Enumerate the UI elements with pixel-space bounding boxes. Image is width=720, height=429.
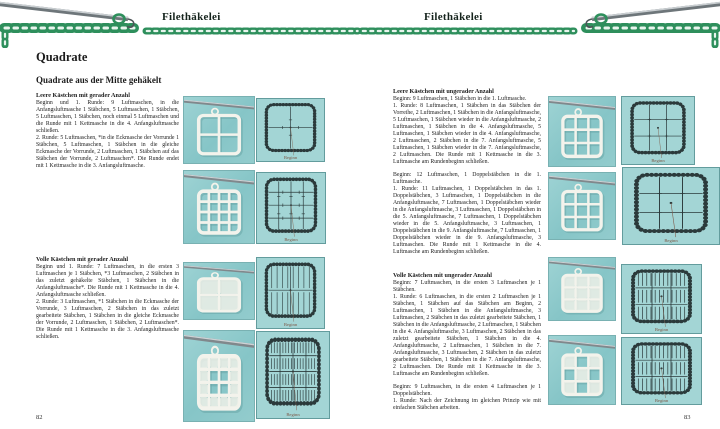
crochet-chart-diagram [256, 257, 325, 329]
instruction-paragraph: 1. Runde: Nach der Zeichnung im gleichen Prinzip wie mit einfachen Stäbchen arbeiten. [393, 398, 541, 411]
diagram-begin-label: Beginn [286, 412, 300, 417]
crochet-chart-art [257, 332, 329, 418]
crochet-chart-diagram [256, 331, 330, 419]
section-leere-gerade [36, 92, 179, 170]
diagram-begin-label: Beginn [654, 327, 669, 332]
running-head-right: Filethäkelei [424, 11, 483, 23]
instruction-paragraph: Beginn: 9 Luftmaschen, 1 Stäbchen in die 1. Luftmasche. [393, 96, 527, 102]
section-heading: Volle Kästchen mit ungerader Anzahl [393, 272, 493, 279]
crochet-chart-diagram [621, 264, 702, 334]
crochet-sample-photo [548, 96, 616, 167]
crochet-square-photo-art [549, 173, 615, 239]
instruction-paragraph: 1. Runde: 11 Luftmaschen, 1 Doppelstäbchen in das 1. Doppelstäbchen, 3 Luftmaschen, 1 Doppelstäbchen in die Anfangsluftmasche, 7 Luftmaschen, 1 Doppelstäbchen wieder in die Anfangsluftmasche, 3 Luftmaschen, 1 Doppelstäbchen in die 5. Anfangsluftmasche, 7 Luftmaschen, 1 Doppelstäbchen wieder in die 5. Anfangsluftmasche, 3 Luftmaschen, 1 Doppelstäbchen in die 9. Anfangsluftmasche, 7 Luftmaschen, 1 Doppelstäbchen wieder in die 9. Anfangsluftmasche, 3 Luftmaschen. Die Runde mit 1 Kettmasche in die 4. Luftmasche am Rundenbeginn schließen. [393, 186, 541, 255]
crochet-square-photo-art [184, 331, 254, 421]
crochet-square-photo-art [184, 263, 254, 319]
diagram-begin-label: Beginn [651, 158, 665, 163]
diagram-begin-label: Beginn [284, 237, 298, 242]
crochet-square-photo-art [549, 97, 615, 166]
section-leere-ungerade [393, 88, 541, 256]
crochet-sample-photo [548, 335, 616, 405]
instruction-paragraph: Beginn: 12 Luftmaschen, 1 Doppelstäbchen in die 1. Luftmasche. [393, 172, 541, 185]
section-volle-ungerade [393, 272, 541, 412]
crochet-chart-diagram [256, 172, 326, 244]
page-subtitle: Quadrate aus der Mitte gehäkelt [36, 75, 162, 85]
diagram-begin-label: Beginn [283, 322, 298, 327]
instruction-paragraph: Beginn und 1. Runde: 9 Luftmaschen, in die Anfangsluftmasche 1 Stäbchen, 5 Luftmaschen, 1 Stäbchen, 5 Luftmaschen, 1 Stäbchen, noch einmal 5 Luftmaschen und die Runde mit 1 Kettmasche in die 4. Anfangsluftmasche schließen. [36, 100, 179, 134]
crochet-square-photo-art [184, 97, 254, 163]
instruction-paragraph: Beginn: 9 Luftmaschen, in die ersten 4 Luftmaschen je 1 Doppelstäbchen. [393, 384, 541, 397]
section-heading: Leere Kästchen mit gerader Anzahl [36, 92, 130, 99]
section-heading: Leere Kästchen mit ungerader Anzahl [393, 88, 494, 95]
crochet-square-photo-art [184, 171, 254, 243]
crochet-chart-art [623, 168, 719, 244]
running-head-left: Filethäkelei [162, 11, 221, 23]
crochet-chart-art [622, 338, 701, 404]
instruction-paragraph: 2. Runde: 3 Luftmaschen, *1 Stäbchen in die Eckmasche der Vorrunde, 3 Luftmaschen, 2 Stäbchen in das zuletzt gearbeitete Stäbchen, 1 Stäbchen in die gleiche Eckmasche der Vorrunde, 2 Luftmaschen, 1 Stäbchen, 2 Luftmaschen*. Die Runde mit 1 Kettmasche in die 3. Anfangsluftmasche schließen. [36, 299, 179, 340]
section-heading: Volle Kästchen mit gerader Anzahl [36, 256, 129, 263]
diagram-begin-label: Beginn [654, 398, 669, 403]
crochet-sample-photo [183, 330, 255, 422]
crochet-sample-photo [548, 257, 616, 321]
instruction-paragraph: Beginn und 1. Runde: 7 Luftmaschen, in die ersten 3 Luftmaschen je 1 Stäbchen, *3 Luftmaschen, 2 Stäbchen in das zuletzt gehäkelte Stäbchen, 1 Stäbchen in die Anfangsluftmasche*. Die Runde mit 1 Kettmasche in die 4. Anfangsluftmasche schließen. [36, 264, 179, 298]
crochet-chart-art [257, 99, 324, 161]
crochet-chart-diagram [621, 96, 695, 165]
section-volle-gerade [36, 256, 179, 341]
crochet-chart-art [622, 265, 701, 333]
page-number-right: 83 [684, 414, 691, 421]
crochet-sample-photo [183, 262, 255, 320]
crochet-sample-photo [183, 96, 255, 164]
instruction-paragraph: Beginn: 7 Luftmaschen, in die ersten 3 Luftmaschen je 1 Stäbchen. [393, 280, 541, 293]
crochet-chain-border [0, 0, 720, 48]
crochet-chart-diagram [622, 167, 720, 245]
crochet-square-photo-art [549, 336, 615, 404]
crochet-square-photo-art [549, 258, 615, 320]
page-number-left: 82 [36, 414, 43, 421]
crochet-chart-art [257, 173, 325, 243]
crochet-sample-photo [183, 170, 255, 244]
instruction-paragraph: 1. Runde: 6 Luftmaschen, in die ersten 2 Luftmaschen je 1 Stäbchen, 1 Stäbchen auf das Stäbchen am Beginn, 2 Luftmaschen, 1 Stäbchen in die Anfangsluftmasche, 3 Luftmaschen, 2 Stäbchen in das zuletzt gearbeitete Stäbchen, 1 Stäbchen in die Anfangsluftmasche, 2 Luftmaschen, 1 Stäbchen in die 4. Anfangsluftmasche, 3 Luftmaschen, 2 Stäbchen in das zuletzt gearbeitete Stäbchen, 1 Stäbchen in die 4. Anfangsluftmasche, 2 Luftmaschen, 1 Stäbchen in die 7. Anfangsluftmasche, 3 Luftmaschen, 2 Stäbchen in das zuletzt gearbeitete Stäbchen, 1 Stäbchen in die 7. Anfangsluftmasche, 2 Luftmaschen. Die Runde mit 1 Kettmasche in die 3. Luftmasche am Rundenbeginn schließen. [393, 294, 541, 377]
diagram-begin-label: Beginn [664, 238, 678, 243]
instruction-paragraph: 1. Runde: 8 Luftmaschen, 1 Stäbchen in das Stäbchen der Vorreihe, 2 Luftmaschen, 1 Stäbchen in die Anfangsluftmasche, 5 Luftmaschen, 1 Stäbchen wieder in die Anfangsluftmasche, 2 Luftmaschen, 1 Stäbchen in die 4. Anfangsluftmasche, 5 Luftmaschen, 1 Stäbchen wieder in die 4. Anfangsluftmasche, 2 Luftmaschen, 2 Stäbchen in die 7. Anfangsluftmasche, 5 Luftmaschen, 1 Stäbchen wieder in die 7. Anfangsluftmasche, 2 Luftmaschen. Die Runde mit 1 Kettmasche in die 3. Luftmasche am Rundenbeginn schließen. [393, 103, 541, 165]
diagram-begin-label: Beginn [283, 155, 298, 160]
crochet-chart-diagram [256, 98, 325, 162]
crochet-sample-photo [548, 172, 616, 240]
crochet-chart-art [622, 97, 694, 164]
crochet-chart-diagram [621, 337, 702, 405]
instruction-paragraph: 2. Runde: 5 Luftmaschen, *in die Eckmasche der Vorrunde 1 Stäbchen, 5 Luftmaschen, 1 Stäbchen in die gleiche Eckmasche der Vorrunde, 2 Luftmaschen, 1 Stäbchen auf das Stäbchen der Vorrunde, 2 Luftmaschen*. Die Runde endet mit 1 Kettmasche in die 3. Anfangsluftmasche. [36, 135, 179, 169]
page-title: Quadrate [36, 50, 88, 64]
crochet-chart-art [257, 258, 324, 328]
